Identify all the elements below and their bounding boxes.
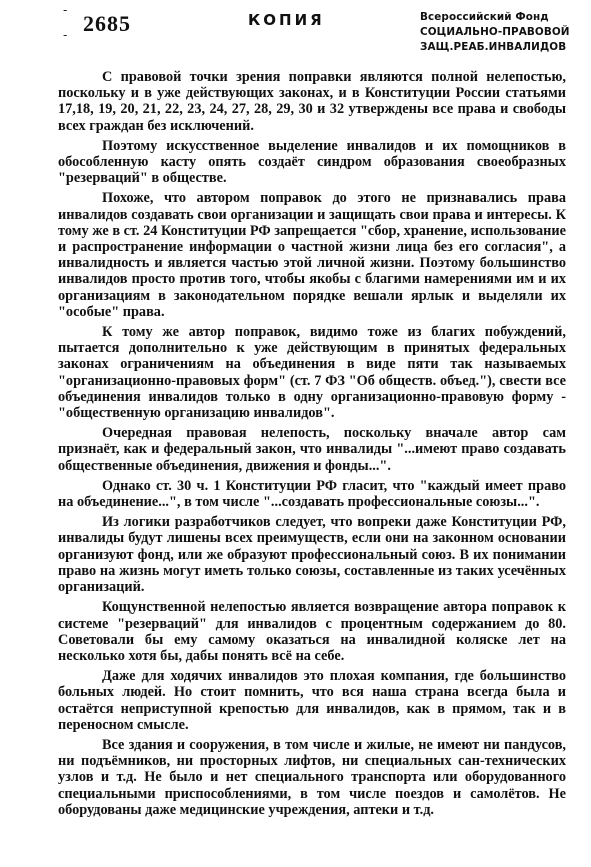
organization-line: СОЦИАЛЬНО-ПРАВОВОЙ (420, 26, 570, 38)
organization-line: Всероссийский Фонд (420, 11, 549, 23)
paragraph: К тому же автор поправок, видимо тоже из благих побуждений, пытается дополнительно к уже действующим в принятых федеральных законах ограничениям на объединения в виде пяти так называемых "организационно-правовых форм" (ст. 7 ФЗ "Об обществ. объед."), свести все объединения инвалидов только в одну организационно-правовую форму - "общественную организацию инвалидов". (58, 324, 566, 422)
paragraph: Кощунственной нелепостью является возвращение автора поправок к системе "резерваций" для инвалидов с процентным содержанием до 80. Советовали бы ему самому оказаться на инвалидной коляске лет на несколько хотя бы, дабы понять всё на себе. (58, 599, 566, 664)
paragraph: Однако ст. 30 ч. 1 Конституции РФ гласит, что "каждый имеет право на объединение...", в том числе "...создавать профессиональные союзы...". (58, 477, 566, 511)
corner-dash-mark: - (63, 28, 68, 42)
paragraph: Даже для ходячих инвалидов это плохая компания, где большинство больных людей. Но стоит помнить, что вся наша страна всегда была и остаётся неприступной крепостью для инвалидов, как в прямом, так и в переносном смысле. (58, 668, 566, 733)
document-body (58, 69, 566, 822)
corner-dash-mark: - (63, 3, 68, 17)
organization-line: ЗАЩ.РЕАБ.ИНВАЛИДОВ (420, 41, 567, 53)
copy-stamp: КОПИЯ (248, 11, 325, 29)
paragraph: С правовой точки зрения поправки являются полной нелепостью, поскольку и в уже действующих законах, и в Конституции России статьями 17,18, 19, 20, 21, 22, 23, 24, 27, 28, 29, 30 и 32 утверждены все права и свободы всех граждан без исключений. (58, 69, 566, 134)
organization-header (420, 10, 585, 55)
paragraph: Из логики разработчиков следует, что вопреки даже Конституции РФ, инвалиды будут лишены всех преимуществ, если они на законном основании организуют фонд, или же образуют профессиональный союз. В их понимании право на жизнь могут иметь только союзы, составленные из таких усечённых организаций. (58, 514, 566, 596)
document-number: 2685 (83, 11, 131, 36)
paragraph: Все здания и сооружения, в том числе и жилые, не имеют ни пандусов, ни подъёмников, ни просторных лифтов, ни специальных сан-технических узлов и т.д. Не было и нет специального транспорта или оборудованного специальными приспособлениями, в том числе поездов и самолётов. Не оборудованы даже медицинские учреждения, аптеки и т.д. (58, 736, 566, 818)
paragraph: Похоже, что автором поправок до этого не признавались права инвалидов создавать свои организации и защищать свои права и интересы. К тому же в ст. 24 Конституции РФ запрещается "сбор, хранение, использование и распространение информации о частной жизни лица без его согласия", а инвалидность и является частью этой личной жизни. Поэтому большинство инвалидов просто против того, чтобы якобы с благими намерениями им и их организациям в законодательном порядке вешали ярлык и выделяли их "особые" права. (58, 190, 566, 320)
paragraph: Поэтому искусственное выделение инвалидов и их помощников в обособленную касту опять создаёт синдром образования своеобразных "резерваций" в обществе. (58, 137, 566, 187)
paragraph: Очередная правовая нелепость, поскольку вначале автор сам признаёт, как и федеральный закон, что инвалиды "...имеют право создавать общественные объединения, движения и фонды...". (58, 425, 566, 474)
